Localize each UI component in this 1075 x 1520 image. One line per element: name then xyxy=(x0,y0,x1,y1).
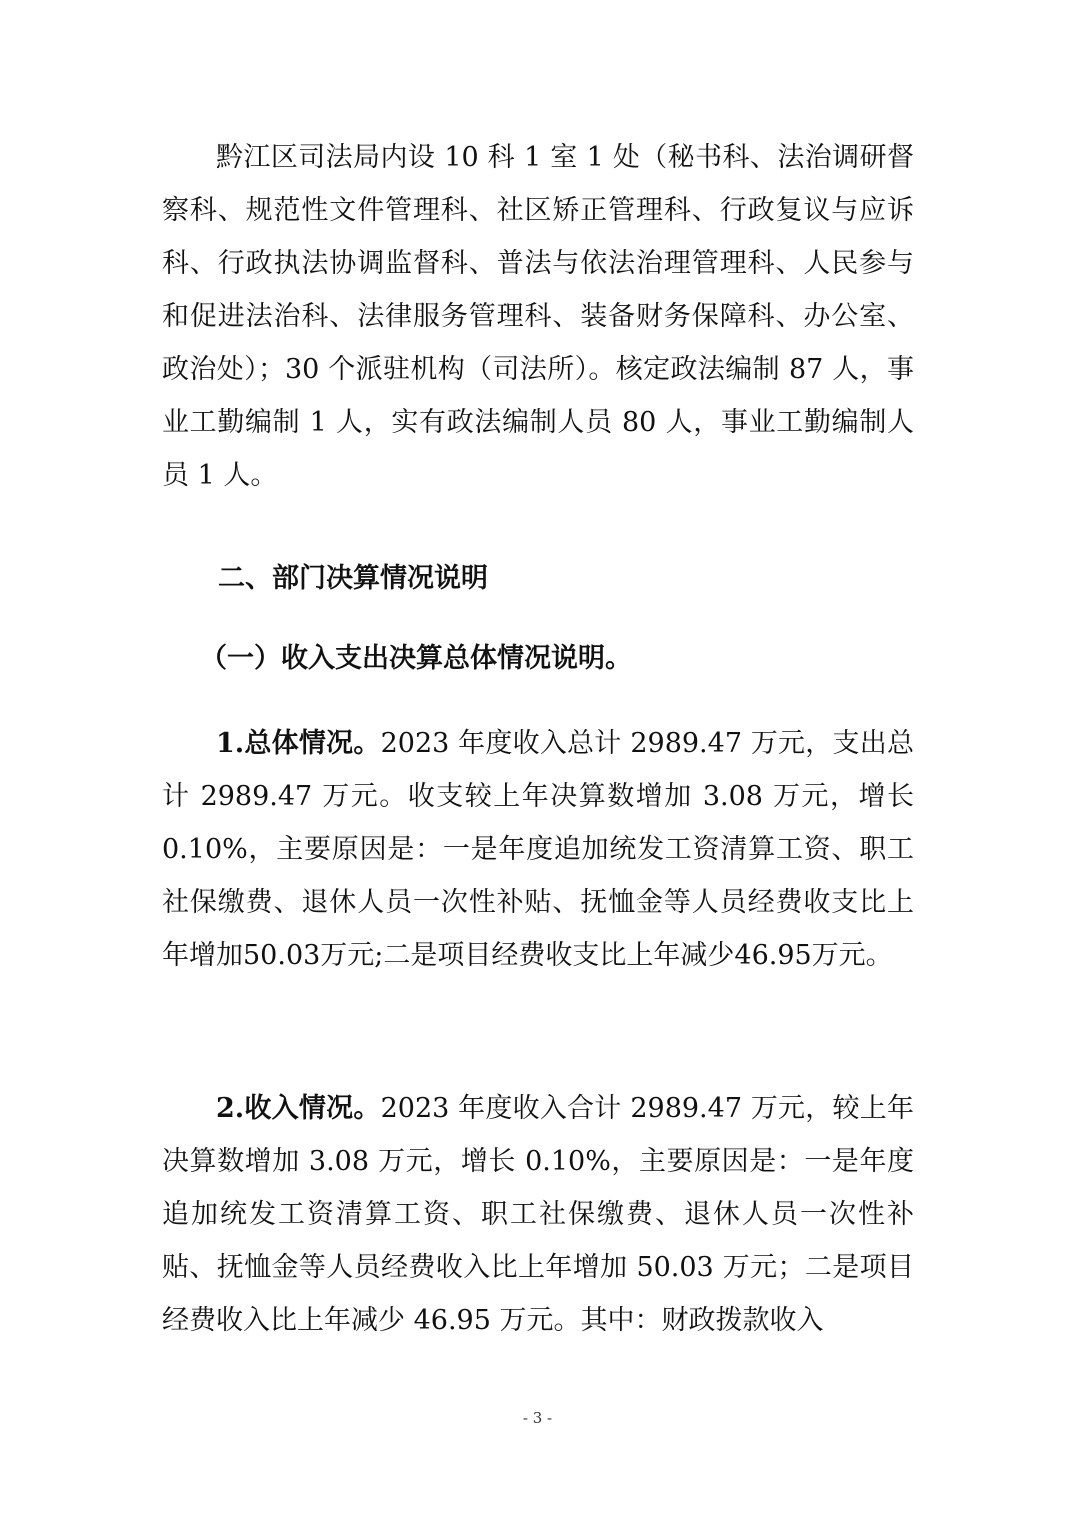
page-number: - 3 - xyxy=(522,1409,553,1427)
paragraph-body: 2023 年度收入总计 2989.47 万元，支出总计 2989.47 万元。收支较上年决算数增加 3.08 万元，增长 0.10%，主要原因是：一是年度追加统发工资清算工资、职工社保缴费、退休人员一次性补贴、抚恤金等人员经费收支比上年增加50.03万元;二是项目经费收支比上年减少46.95万元。 xyxy=(162,728,914,971)
paragraph-lead: 2.收入情况。 xyxy=(216,1093,381,1124)
paragraph-lead: 1.总体情况。 xyxy=(216,728,381,759)
paragraph-body: 2023 年度收入合计 2989.47 万元，较上年决算数增加 3.08 万元，增长 0.10%，主要原因是：一是年度追加统发工资清算工资、职工社保缴费、退休人员一次性补贴、抚恤金等人员经费收入比上年增加 50.03 万元；二是项目经费收入比上年减少 46.95 万元。其中：财政拨款收入 xyxy=(162,1093,914,1336)
subsection-heading: （一）收入支出决算总体情况说明。 xyxy=(200,643,632,674)
paragraph-overall xyxy=(162,717,914,982)
paragraph-income xyxy=(162,1082,914,1347)
paragraph-organization: 黔江区司法局内设 10 科 1 室 1 处（秘书科、法治调研督察科、规范性文件管理科、社区矫正管理科、行政复议与应诉科、行政执法协调监督科、普法与依法治理管理科、人民参与和促进法治科、法律服务管理科、装备财务保障科、办公室、政治处）；30 个派驻机构（司法所）。核定政法编制 87 人，事业工勤编制 1 人，实有政法编制人员 80 人，事业工勤编制人员 1 人。 xyxy=(162,142,914,491)
section-heading: 二、部门决算情况说明 xyxy=(218,563,488,594)
